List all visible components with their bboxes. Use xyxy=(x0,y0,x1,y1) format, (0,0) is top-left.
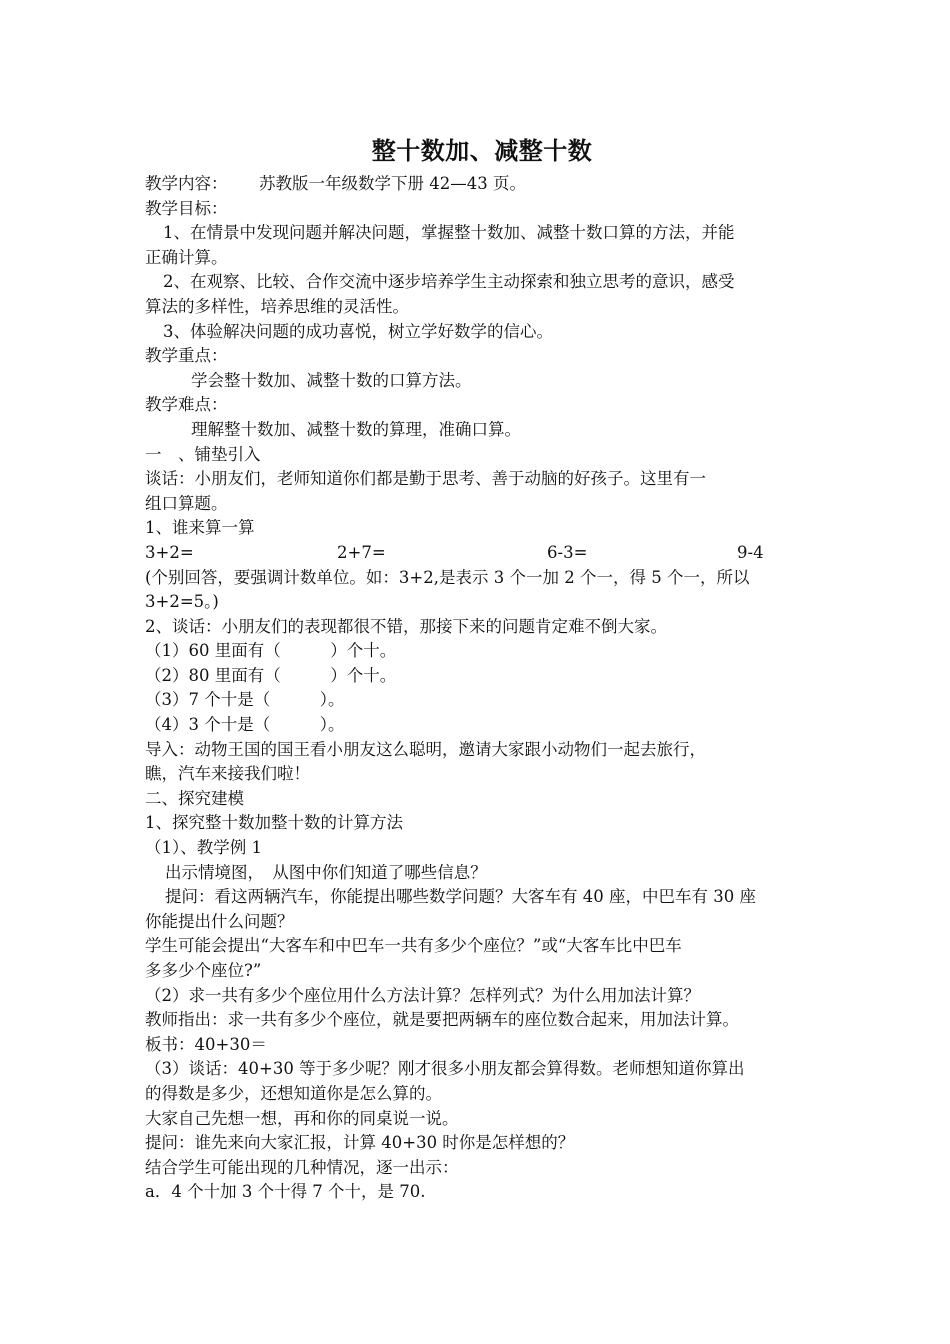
teaching-content-label: 教学内容： xyxy=(145,174,228,193)
teaching-goals-label: 教学目标： xyxy=(145,198,228,218)
talk-1-line-1: 谈话：小朋友们，老师知道你们都是勤于思考、善于动脑的好孩子。这里有一 xyxy=(145,469,706,489)
item-1: 1、谁来算一算 xyxy=(145,518,255,538)
step-3-line-1: （3）谈话：40+30 等于多少呢？刚才很多小朋友都会算得数。老师想知道你算出 xyxy=(145,1059,745,1079)
teaching-content xyxy=(145,172,815,197)
student-line-2: 多多少个座位?” xyxy=(145,961,262,980)
teacher-note: 教师指出：求一共有多少个座位，就是要把两辆车的座位数合起来，用加法计算。 xyxy=(145,1010,739,1030)
intro-line-2: 瞧，汽车来接我们啦！ xyxy=(145,764,310,784)
key-points-text: 学会整十数加、减整十数的口算方法。 xyxy=(191,370,472,390)
goal-1-line-1: 1、在情景中发现问题并解决问题，掌握整十数加、减整十数口算的方法，并能 xyxy=(163,223,735,243)
step-3-line-2: 的得数是多少，还想知道你是怎么算的。 xyxy=(145,1083,442,1103)
note-1-line-1: (个别回答，要强调计数单位。如：3+2,是表示 3 个一加 2 个一，得 5 个一，所以 xyxy=(145,567,750,587)
question-1: （1）60 里面有（ ）个十。 xyxy=(145,641,397,661)
intro-line-1: 导入：动物王国的国王看小朋友这么聪明，邀请大家跟小动物们一起去旅行， xyxy=(145,739,706,759)
think-line: 大家自己先想一想，再和你的同桌说一说。 xyxy=(145,1108,459,1128)
show-scene: 出示情境图， 从图中你们知道了哪些信息？ xyxy=(165,862,487,882)
example-1-heading: （1）、教学例 1 xyxy=(145,838,262,858)
goal-3: 3、体验解决问题的成功喜悦，树立学好数学的信心。 xyxy=(163,321,553,341)
ask-2: 提问：谁先来向大家汇报，计算 40+30 时你是怎样想的？ xyxy=(145,1133,575,1153)
goal-2-line-1: 2、在观察、比较、合作交流中逐步培养学生主动探索和独立思考的意识，感受 xyxy=(163,272,735,292)
note-1-line-2: 3+2=5。) xyxy=(145,592,219,612)
document-page xyxy=(145,130,815,1205)
difficulty-text: 理解整十数加、减整十数的算理，准确口算。 xyxy=(191,419,521,439)
calc-1: 3+2= xyxy=(145,542,194,562)
calc-row xyxy=(145,541,815,566)
goal-1-line-2: 正确计算。 xyxy=(145,247,228,267)
item-2: 2、谈话：小朋友们的表现都很不错，那接下来的问题肯定难不倒大家。 xyxy=(145,616,667,636)
ask-1-line-2: 你能提出什么问题？ xyxy=(145,911,294,931)
calc-3: 6-3= xyxy=(547,542,588,562)
question-2: （2）80 里面有（ ）个十。 xyxy=(145,665,397,685)
talk-1-line-2: 组口算题。 xyxy=(145,493,228,513)
subsection-1-heading: 1、探究整十数加整十数的计算方法 xyxy=(145,813,403,833)
step-2: （2）求一共有多少个座位用什么方法计算？怎样列式？为什么用加法计算？ xyxy=(145,985,700,1005)
student-line-1: 学生可能会提出“大客车和中巴车一共有多少个座位？”或“大客车比中巴车 xyxy=(145,936,682,956)
question-3: （3）7 个十是（ ）。 xyxy=(145,690,345,710)
case-a: a．4 个十加 3 个十得 7 个十，是 70. xyxy=(145,1182,426,1202)
key-points-label: 教学重点： xyxy=(145,346,228,366)
calc-2: 2+7= xyxy=(337,542,386,562)
goal-2-line-2: 算法的多样性，培养思维的灵活性。 xyxy=(145,296,409,316)
section-2-heading: 二、探究建模 xyxy=(145,788,244,808)
question-4: （4）3 个十是（ ）。 xyxy=(145,715,345,735)
section-1-heading: 一 、铺垫引入 xyxy=(145,444,261,464)
difficulty-label: 教学难点： xyxy=(145,395,228,415)
ask-1-line-1: 提问：看这两辆汽车，你能提出哪些数学问题？大客车有 40 座，中巴车有 30 座 xyxy=(165,887,756,907)
board-writing: 板书：40+30＝ xyxy=(145,1034,267,1054)
calc-4: 9-4 xyxy=(737,542,764,562)
combine-line: 结合学生可能出现的几种情况，逐一出示： xyxy=(145,1157,459,1177)
teaching-content-text: 苏教版一年级数学下册 42—43 页。 xyxy=(259,174,526,193)
document-title: 整十数加、减整十数 xyxy=(371,136,593,165)
